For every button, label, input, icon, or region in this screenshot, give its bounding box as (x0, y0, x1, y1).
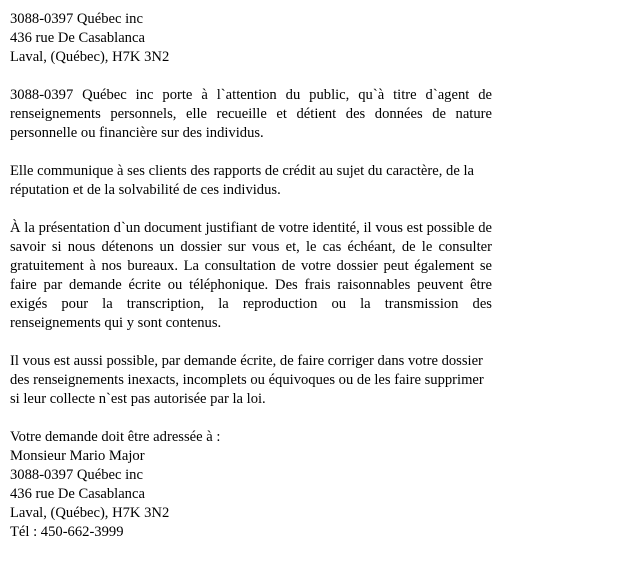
paragraph-credit-reports: Elle communique à ses clients des rapports de crédit au sujet du caractère, de la réputation et de la solvabilité de ces individus. (10, 163, 474, 198)
contact-block (10, 428, 492, 542)
document (10, 10, 492, 542)
header-street: 436 rue De Casablanca (10, 30, 145, 46)
contact-name: Monsieur Mario Major (10, 448, 145, 464)
contact-phone: Tél : 450-662-3999 (10, 524, 124, 540)
paragraph-access-rights: À la présentation d`un document justifiant de votre identité, il vous est possible de savoir si nous détenons un dossier sur vous et, le cas échéant, de le consulter gratuitement à nos bureaux. La consultation de votre dossier peut également se faire par demande écrite ou téléphonique. Des frais raisonnables peuvent être exigés pour la transcription, la reproduction ou la transmission des renseignements qui y sont contenus. (10, 220, 492, 331)
header-company: 3088-0397 Québec inc (10, 11, 143, 27)
contact-street: 436 rue De Casablanca (10, 486, 145, 502)
contact-company: 3088-0397 Québec inc (10, 467, 143, 483)
contact-city: Laval, (Québec), H7K 3N2 (10, 505, 170, 521)
header-address (10, 10, 492, 67)
paragraph-agent-notice: 3088-0397 Québec inc porte à l`attention du public, qu`à titre d`agent de renseignements personnels, elle recueille et détient des données de nature personnelle ou financière sur des individus. (10, 87, 492, 141)
paragraph-correction-rights: Il vous est aussi possible, par demande écrite, de faire corriger dans votre dossier des renseignements inexacts, incomplets ou équivoques ou de les faire supprimer si leur collecte n`est pas autorisée par la loi. (10, 353, 484, 407)
contact-intro: Votre demande doit être adressée à : (10, 429, 221, 445)
header-city: Laval, (Québec), H7K 3N2 (10, 49, 170, 65)
